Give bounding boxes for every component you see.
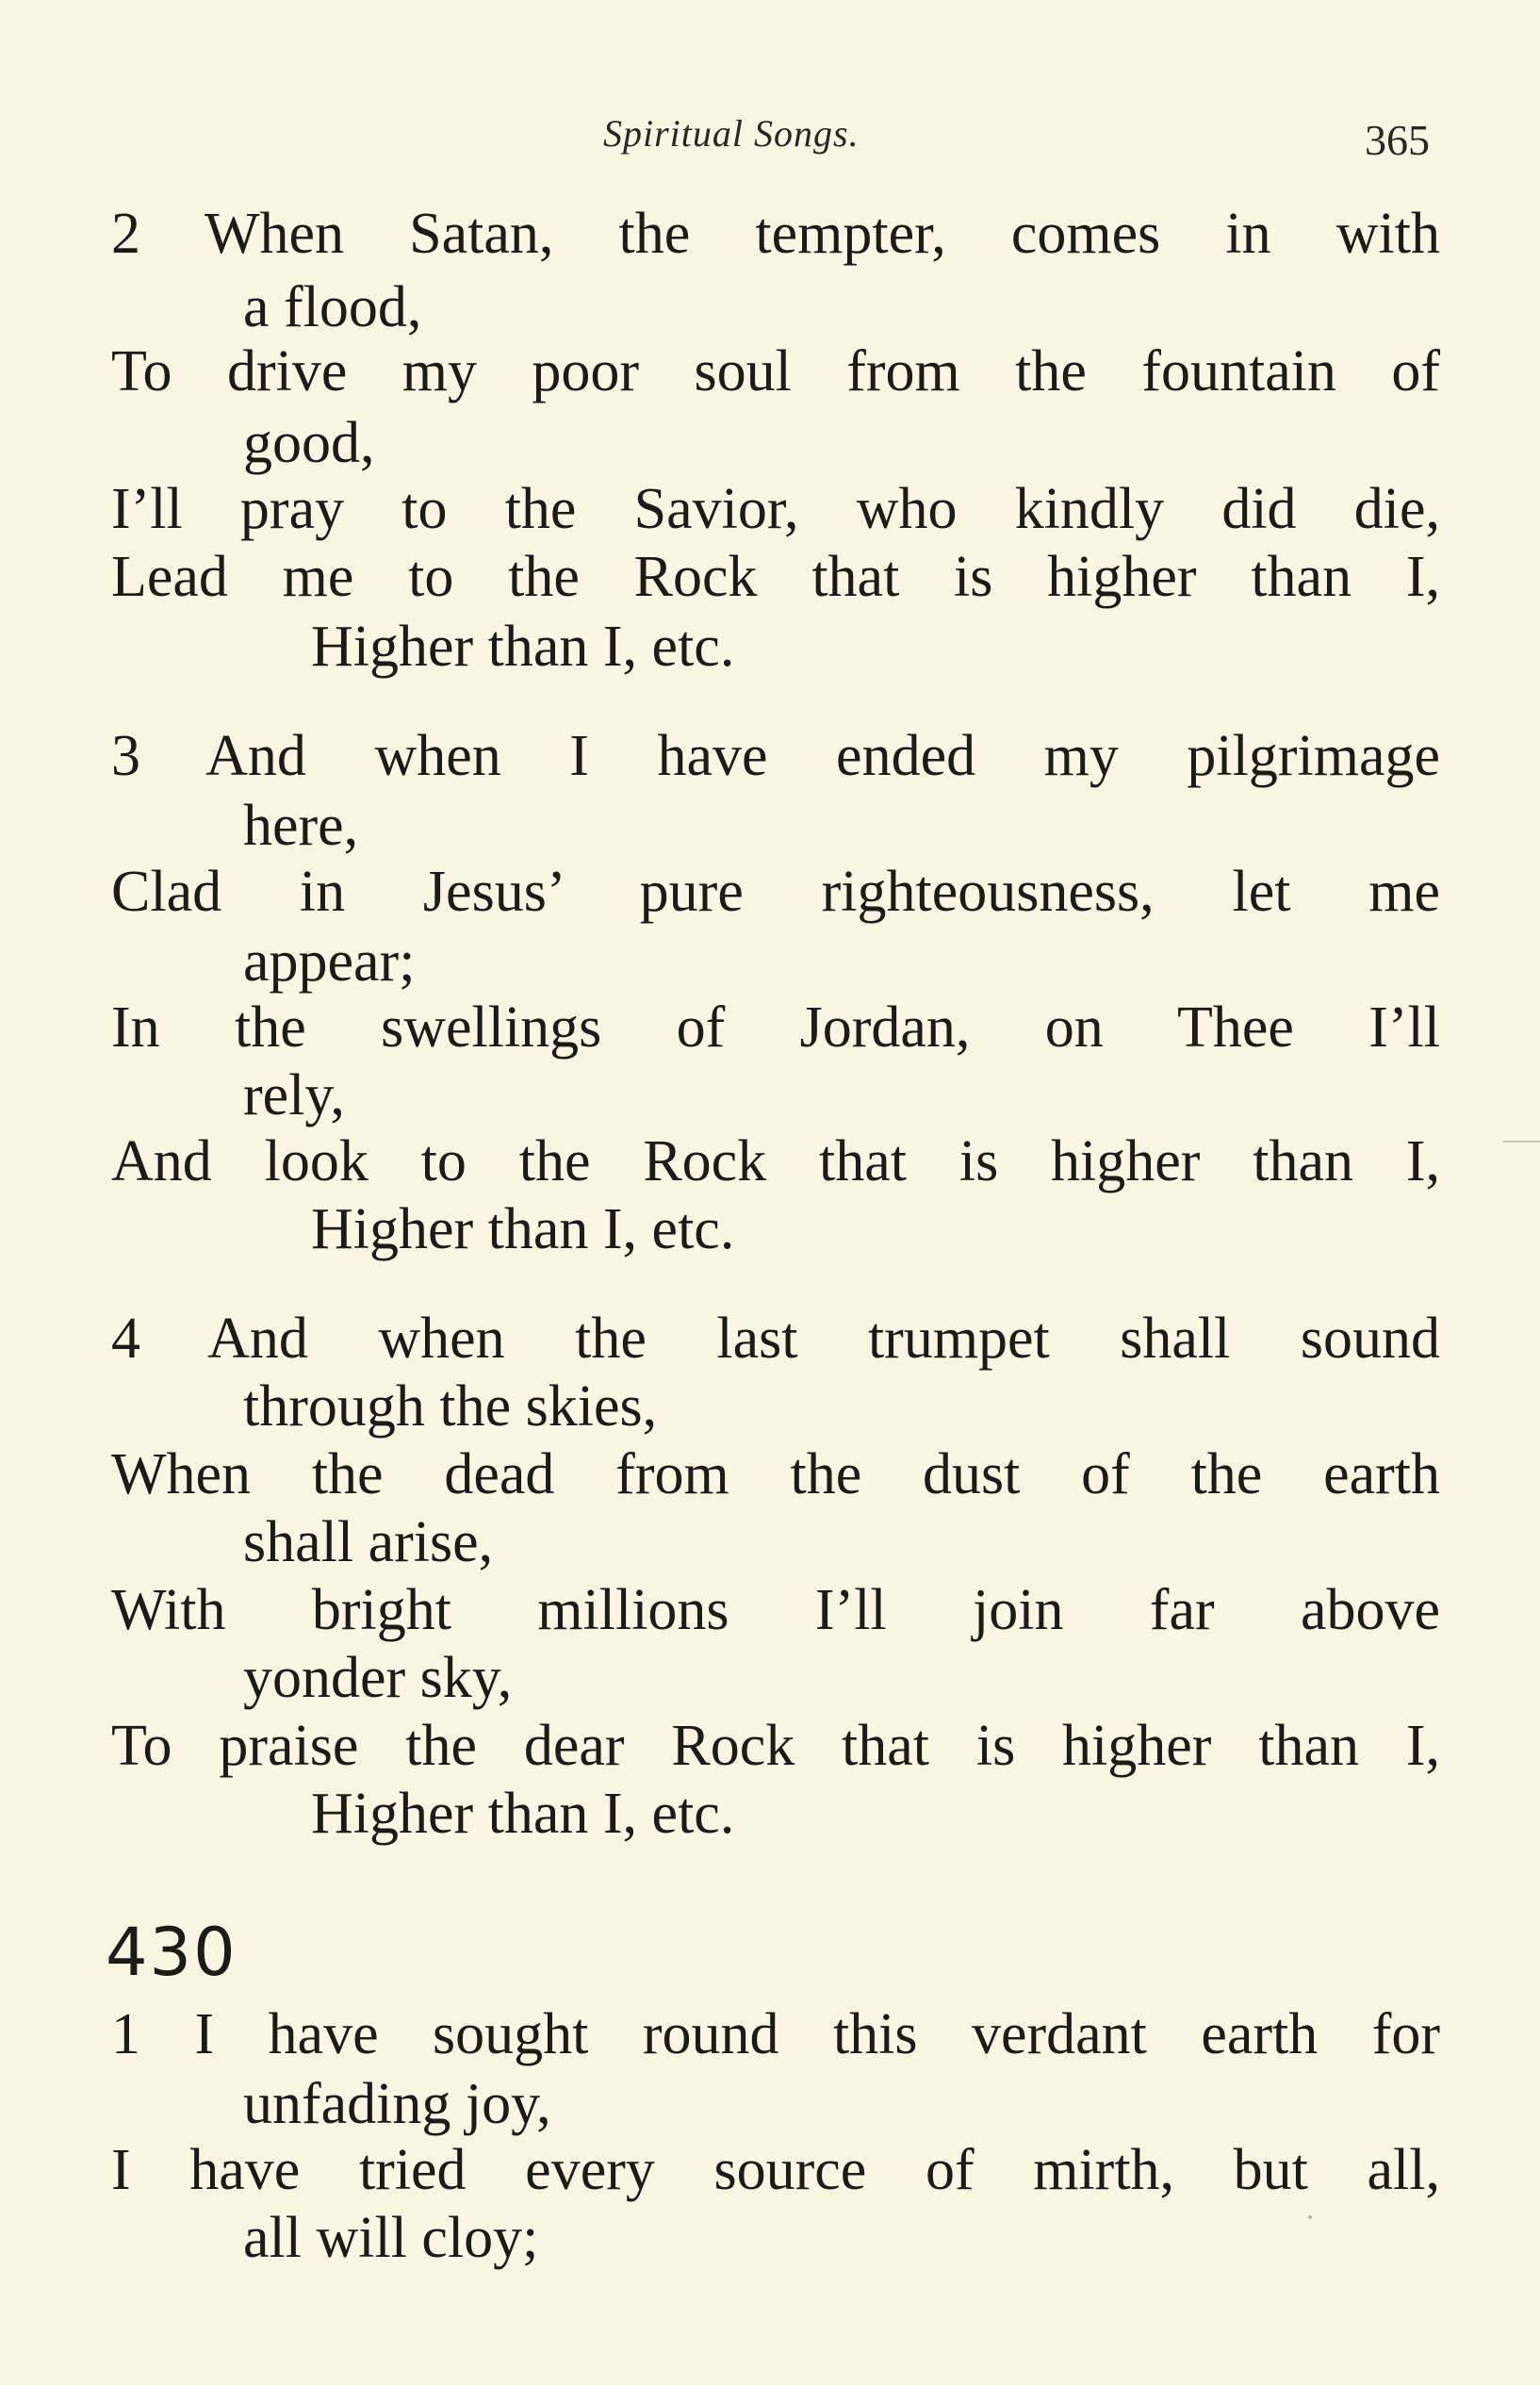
hymn-430-line-4: all will cloy;	[243, 2206, 539, 2270]
hymn-430-line-3: I have tried every source of mirth, but all,	[111, 2138, 1440, 2202]
running-title: Spiritual Songs.	[603, 112, 860, 155]
stanza-3-line-6: rely,	[243, 1063, 345, 1127]
stanza-4-line-2: through the skies,	[243, 1374, 658, 1439]
stanza-4-line-1: 4 And when the last trumpet shall sound	[111, 1307, 1440, 1371]
stanza-3-line-4: appear;	[243, 929, 416, 994]
stanza-3-refrain: Higher than I, etc.	[311, 1197, 735, 1261]
ink-speck	[1308, 2215, 1312, 2219]
margin-mark	[1503, 1141, 1540, 1143]
stanza-2-line-3: To drive my poor soul from the fountain of	[111, 339, 1440, 403]
stanza-2-line-2: a flood,	[243, 275, 422, 339]
stanza-3-line-1: 3 And when I have ended my pilgrimage	[111, 724, 1440, 788]
stanza-2-line-6: Lead me to the Rock that is higher than I,	[111, 545, 1440, 609]
hymn-430-line-1: 1 I have sought round this verdant earth for	[111, 2002, 1440, 2066]
stanza-4-line-7: To praise the dear Rock that is higher than I,	[111, 1714, 1440, 1778]
stanza-4-line-5: With bright millions I’ll join far above	[111, 1578, 1440, 1642]
stanza-4-line-3: When the dead from the dust of the earth	[111, 1442, 1440, 1506]
stanza-4-refrain: Higher than I, etc.	[311, 1782, 735, 1846]
hymn-number: 430	[106, 1914, 238, 1991]
stanza-2-line-1: 2 When Satan, the tempter, comes in with	[111, 202, 1440, 266]
stanza-3-line-2: here,	[243, 794, 359, 858]
stanza-4-line-6: yonder sky,	[243, 1646, 513, 1710]
page-number: 365	[1365, 116, 1430, 164]
stanza-2-line-5: I’ll pray to the Savior, who kindly did die,	[111, 477, 1440, 541]
hymn-430-line-2: unfading joy,	[243, 2072, 551, 2136]
stanza-2-line-4: good,	[243, 411, 375, 475]
stanza-4-line-4: shall arise,	[243, 1510, 494, 1574]
stanza-3-line-7: And look to the Rock that is higher than I,	[111, 1129, 1440, 1193]
stanza-3-line-5: In the swellings of Jordan, on Thee I’ll	[111, 995, 1440, 1060]
stanza-2-refrain: Higher than I, etc.	[311, 615, 735, 679]
stanza-3-line-3: Clad in Jesus’ pure righteousness, let me	[111, 860, 1440, 924]
